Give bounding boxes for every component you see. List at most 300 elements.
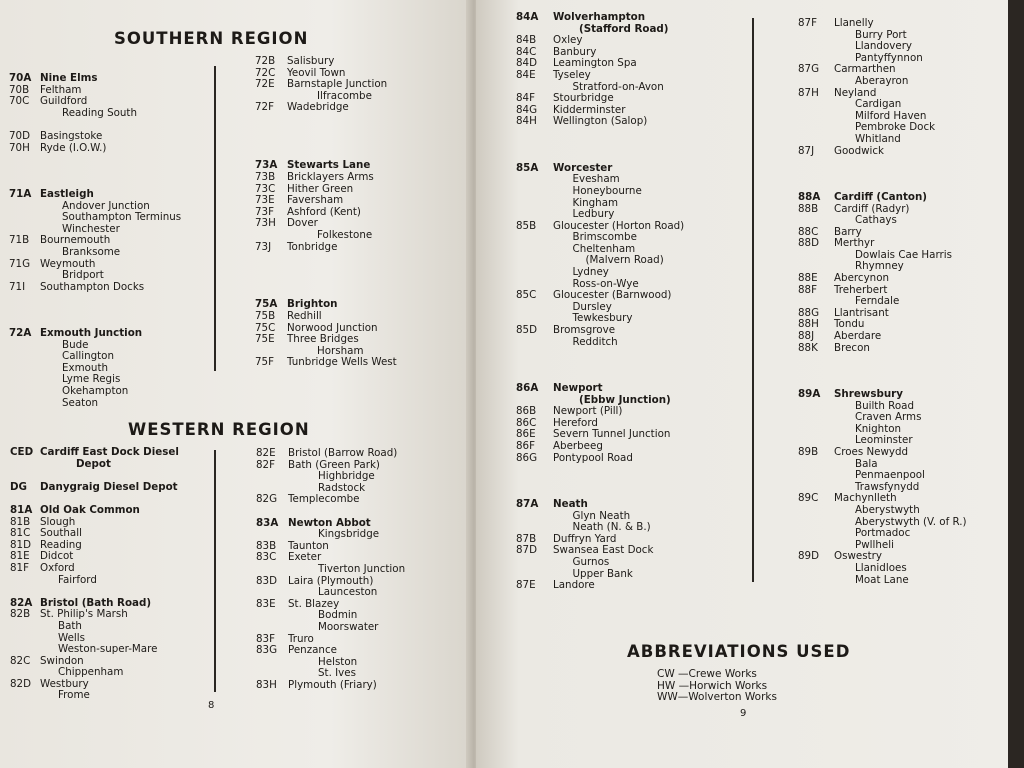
shed-name: Aberayron [855, 74, 909, 87]
shed-code: 88F [798, 283, 818, 296]
shed-code: 87J [798, 144, 815, 157]
shed-name: Basingstoke [40, 129, 103, 142]
shed-name: Carmarthen [834, 63, 896, 76]
spacer [256, 506, 466, 518]
shed-entry [516, 82, 751, 94]
shed-entry [516, 569, 751, 581]
shed-name: Exeter [288, 551, 322, 564]
shed-entry [516, 12, 751, 24]
page-number: 9 [740, 708, 747, 719]
shed-name: Moorswater [318, 620, 379, 633]
shed-entry [798, 296, 998, 308]
shed-name: Ross-on-Wye [572, 277, 639, 290]
shed-code: 71A [9, 187, 32, 200]
shed-name: Ashford (Kent) [287, 205, 361, 218]
spacer [516, 371, 751, 383]
shed-entry [798, 308, 998, 320]
western-column-2 [256, 448, 466, 691]
shed-code: 73A [255, 159, 278, 172]
shed-code: 70C [9, 95, 30, 108]
shed-name: Guildford [40, 95, 88, 108]
shed-code: 89D [798, 550, 820, 563]
shed-name: Pontypool Road [553, 451, 633, 464]
shed-entry [516, 545, 751, 557]
shed-name: Cardiff (Canton) [834, 190, 927, 203]
shed-name: Newport [553, 382, 603, 394]
shed-name: Southampton Docks [40, 280, 145, 293]
spacer [255, 265, 465, 277]
shed-code: 71I [9, 280, 26, 293]
shed-code: DG [10, 480, 27, 493]
shed-name: Kidderminster [553, 103, 626, 116]
shed-entry [798, 563, 998, 575]
shed-name: Llanidloes [855, 561, 907, 574]
shed-entry [516, 325, 751, 337]
shed-entry [798, 528, 998, 540]
shed-name: Feltham [40, 83, 82, 96]
shed-name: Gloucester (Horton Road) [553, 219, 685, 232]
shed-entry [255, 195, 465, 207]
shed-code: 87H [798, 86, 819, 99]
shed-code: 72F [255, 101, 275, 114]
shed-name: Pembroke Dock [855, 121, 936, 134]
shed-code: 87G [798, 63, 820, 76]
shed-code: 86G [516, 451, 538, 464]
shed-entry [9, 131, 209, 143]
spacer [516, 140, 751, 152]
shed-code: 88C [798, 225, 819, 238]
shed-code: 88J [798, 330, 815, 343]
shed-name: Bodmin [318, 609, 358, 622]
shed-name: Abercynon [834, 272, 890, 285]
shed-code: 84F [516, 92, 536, 105]
spacer [9, 119, 209, 131]
shed-entry [516, 267, 751, 279]
shed-entry [516, 313, 751, 325]
southern-column-1 [9, 73, 209, 409]
shed-name: Depot [76, 457, 111, 470]
shed-code: 86F [516, 439, 536, 452]
shed-name: Wadebridge [287, 101, 349, 114]
shed-name: Brimscombe [572, 231, 637, 244]
shed-name: Gurnos [572, 555, 610, 568]
page-number: 8 [208, 700, 215, 711]
shed-entry [256, 680, 466, 692]
shed-name: Neath [553, 497, 588, 510]
shed-name: Wells [58, 631, 85, 644]
shed-name: Dover [287, 217, 318, 230]
background-edge [1008, 0, 1024, 768]
shed-name: Milford Haven [855, 109, 927, 122]
shed-name: Tiverton Junction [318, 562, 406, 575]
spacer [798, 366, 998, 378]
shed-code: 73F [255, 205, 275, 218]
shed-name: Danygraig Diesel Depot [40, 480, 178, 493]
shed-code: 83H [256, 678, 277, 691]
shed-name: Faversham [287, 194, 344, 207]
shed-code: 81F [10, 561, 30, 574]
shed-name: Southall [40, 527, 82, 540]
shed-name: Old Oak Common [40, 503, 140, 516]
abbreviation-item: CW —Crewe Works [657, 668, 757, 680]
shed-name: Okehampton [62, 385, 129, 398]
shed-code: 88E [798, 272, 818, 285]
shed-code: 86A [516, 382, 539, 394]
shed-entry [798, 53, 998, 65]
shed-entry [516, 24, 751, 36]
shed-entry [516, 406, 751, 418]
shed-entry [256, 494, 466, 506]
shed-name: Slough [40, 515, 76, 528]
shed-name: Cardiff East Dock Diesel [40, 446, 179, 458]
shed-code: 75C [255, 321, 276, 334]
shed-code: 72C [255, 66, 276, 79]
shed-name: Leamington Spa [553, 57, 637, 70]
shed-code: 70D [9, 129, 31, 142]
shed-code: 87F [798, 17, 818, 29]
shed-entry [256, 657, 466, 669]
shed-name: Plymouth (Friary) [288, 678, 377, 691]
shed-code: 85D [516, 324, 538, 337]
spacer [798, 169, 998, 181]
shed-name: Machynlleth [834, 492, 897, 505]
shed-name: Dowlais Cae Harris [855, 248, 952, 261]
shed-name: Templecombe [288, 493, 360, 506]
shed-entry [255, 242, 465, 254]
shed-name: Evesham [572, 173, 620, 186]
shed-name: Llantrisant [834, 306, 889, 319]
column-divider [752, 18, 754, 582]
shed-name: Chippenham [58, 666, 124, 679]
shed-entry [10, 447, 210, 459]
shed-name: Craven Arms [855, 411, 922, 424]
shed-entry [516, 163, 751, 175]
shed-entry [516, 302, 751, 314]
shed-name: Three Bridges [287, 333, 359, 346]
shed-code: 75A [255, 298, 278, 311]
shed-name: Merthyr [834, 237, 875, 250]
shed-code: 86B [516, 405, 537, 418]
shed-code: 88D [798, 237, 820, 250]
shed-entry [516, 186, 751, 198]
shed-name: Eastleigh [40, 187, 94, 200]
shed-entry [798, 505, 998, 517]
shed-entry [10, 505, 210, 517]
shed-entry [10, 563, 210, 575]
shed-name: Swindon [40, 654, 84, 667]
shed-entry [798, 227, 998, 239]
shed-name: Tonbridge [287, 240, 338, 253]
column-divider [214, 66, 216, 371]
shed-entry [798, 331, 998, 343]
shed-code: 88A [798, 190, 821, 203]
shed-code: 85A [516, 161, 539, 174]
shed-name: Whitland [855, 132, 901, 145]
shed-entry [798, 134, 998, 146]
shed-code: 88K [798, 341, 818, 354]
shed-name: Duffryn Yard [553, 532, 617, 545]
shed-code: 83A [256, 516, 279, 529]
shed-entry [255, 102, 465, 114]
shed-name: Didcot [40, 550, 74, 563]
shed-name: Penmaenpool [855, 469, 925, 482]
shed-entry [9, 73, 209, 85]
shed-name: Brecon [834, 341, 870, 354]
shed-name: Builth Road [855, 399, 914, 412]
shed-name: Cheltenham [572, 242, 636, 255]
shed-code: 87B [516, 532, 537, 545]
shed-code: 73C [255, 182, 276, 195]
shed-name: Seaton [62, 396, 99, 409]
shed-code: 84A [516, 11, 539, 23]
shed-name: Weymouth [40, 257, 96, 270]
shed-entry [516, 453, 751, 465]
shed-name: Redditch [572, 335, 618, 348]
shed-entry [255, 172, 465, 184]
shed-name: Upper Bank [572, 567, 633, 580]
western-column-1 [10, 447, 210, 702]
shed-name: Llandovery [855, 40, 913, 53]
shed-name: Honeybourne [572, 184, 642, 197]
abbreviations-list [657, 669, 777, 704]
spacer [255, 114, 465, 126]
spacer [516, 487, 751, 499]
shed-name: Lyme Regis [62, 373, 121, 386]
shed-entry [9, 282, 209, 294]
shed-name: Aberdare [834, 330, 882, 343]
shed-code: 71G [9, 257, 31, 270]
shed-code: 83G [256, 644, 278, 657]
shed-name: Southampton Terminus [62, 211, 182, 224]
shed-entry [255, 311, 465, 323]
shed-name: Norwood Junction [287, 321, 378, 334]
shed-code: 73E [255, 194, 275, 207]
shed-entry [798, 215, 998, 227]
shed-code: 83E [256, 597, 276, 610]
shed-code: 85B [516, 219, 537, 232]
shed-name: Oxford [40, 561, 75, 574]
shed-name: Shrewsbury [834, 388, 903, 400]
shed-name: Treherbert [834, 283, 888, 296]
shed-code: 81D [10, 538, 32, 551]
shed-entry [798, 204, 998, 216]
shed-name: Burry Port [855, 28, 907, 41]
shed-name: (Malvern Road) [585, 254, 664, 267]
left-page [0, 0, 472, 768]
shed-entry [10, 690, 210, 702]
shed-entry [10, 482, 210, 494]
shed-entry [516, 198, 751, 210]
shed-entry [798, 192, 998, 204]
shed-name: Branksome [62, 245, 121, 258]
shed-code: 82A [10, 596, 33, 609]
abbreviation-item: HW —Horwich Works [657, 679, 768, 692]
shed-entry [798, 146, 998, 158]
shed-entry [10, 459, 210, 471]
shed-entry [798, 99, 998, 111]
shed-entry [9, 351, 209, 363]
shed-entry [256, 564, 466, 576]
shed-code: 87A [516, 497, 539, 510]
shed-entry [798, 273, 998, 285]
shed-name: Reading South [62, 106, 137, 119]
spacer [255, 253, 465, 265]
shed-code: 73J [255, 240, 272, 253]
shed-name: Pwllheli [855, 538, 894, 551]
shed-name: Tewkesbury [572, 312, 633, 325]
shed-name: Tunbridge Wells West [287, 356, 397, 369]
shed-entry [516, 58, 751, 70]
shed-name: Moat Lane [855, 573, 909, 586]
shed-name: Highbridge [318, 470, 375, 483]
shed-entry [9, 259, 209, 271]
shed-entry [9, 108, 209, 120]
shed-code: 82F [256, 458, 276, 471]
shed-code: 82G [256, 493, 278, 506]
shed-code: 84G [516, 103, 538, 116]
shed-entry [255, 56, 465, 68]
shed-entry [798, 540, 998, 552]
shed-name: (Ebbw Junction) [579, 393, 671, 406]
shed-name: St. Blazey [288, 597, 340, 610]
shed-entry [10, 609, 210, 621]
shed-entry [9, 189, 209, 201]
shed-code: 82E [256, 447, 276, 459]
shed-name: Bala [855, 457, 878, 470]
shed-name: Launceston [318, 586, 378, 599]
shed-name: Cardigan [855, 98, 902, 111]
shed-name: Swansea East Dock [553, 544, 654, 557]
shed-name: Glyn Neath [572, 509, 631, 522]
shed-code: 82B [10, 608, 31, 621]
shed-name: Cardiff (Radyr) [834, 202, 910, 215]
shed-name: Bromsgrove [553, 324, 616, 337]
shed-name: Barry [834, 225, 862, 238]
shed-name: Aberystwyth [855, 503, 920, 516]
shed-entry [9, 143, 209, 155]
shed-code: 75E [255, 333, 275, 346]
shed-entry [798, 319, 998, 331]
shed-name: Callington [62, 350, 115, 363]
spacer [516, 151, 751, 163]
shed-entry [256, 645, 466, 657]
shed-name: Aberbeeg [553, 439, 603, 452]
shed-name: Leominster [855, 434, 913, 447]
shed-name: Ledbury [572, 208, 615, 221]
shed-name: Bude [62, 338, 89, 351]
spacer [255, 137, 465, 149]
shed-entry [255, 357, 465, 369]
shed-code: 86C [516, 416, 537, 429]
shed-entry [516, 580, 751, 592]
shed-name: Frome [58, 689, 90, 702]
shed-entry [516, 209, 751, 221]
spacer [516, 464, 751, 476]
shed-code: 73H [255, 217, 276, 230]
western-region-title: WESTERN REGION [128, 420, 310, 439]
shed-name: Knighton [855, 422, 902, 435]
shed-entry [798, 76, 998, 88]
shed-code: 88G [798, 306, 820, 319]
shed-name: Gloucester (Barnwood) [553, 289, 672, 302]
southern-column-2 [255, 56, 465, 369]
shed-name: Reading [40, 538, 82, 551]
shed-name: Horsham [317, 344, 364, 357]
shed-name: Yeovil Town [287, 66, 346, 79]
southern-region-title: SOUTHERN REGION [114, 29, 309, 48]
shed-code: 70H [9, 141, 30, 154]
shed-name: Winchester [62, 222, 120, 235]
shed-name: (Stafford Road) [579, 22, 669, 35]
shed-code: 83B [256, 539, 277, 552]
spacer [516, 360, 751, 372]
shed-code: 89C [798, 492, 819, 505]
shed-name: Folkestone [317, 228, 373, 241]
shed-code: 84H [516, 115, 537, 128]
shed-code: 87D [516, 544, 538, 557]
shed-code: 88H [798, 318, 819, 331]
shed-name: Redhill [287, 310, 322, 323]
shed-code: 81C [10, 527, 31, 540]
shed-entry [798, 575, 998, 587]
shed-code: CED [10, 446, 34, 458]
shed-name: Portmadoc [855, 527, 911, 540]
shed-name: Tyseley [553, 68, 591, 81]
shed-code: 88B [798, 202, 819, 215]
shed-name: Stratford-on-Avon [572, 80, 664, 93]
abbreviations-title: ABBREVIATIONS USED [627, 642, 851, 661]
shed-name: Newport (Pill) [553, 405, 623, 418]
shed-name: Hereford [553, 416, 598, 429]
shed-entry [10, 621, 210, 633]
shed-code: 75F [255, 356, 275, 369]
shed-entry [255, 230, 465, 242]
shed-name: Brighton [287, 298, 338, 311]
shed-name: Wolverhampton [553, 11, 646, 23]
spacer [9, 154, 209, 166]
shed-entry [9, 386, 209, 398]
shed-code: 84C [516, 45, 537, 58]
shed-name: Westbury [40, 677, 89, 690]
shed-entry [516, 522, 751, 534]
shed-entry [9, 247, 209, 259]
shed-code: 84B [516, 34, 537, 47]
shed-name: Dursley [572, 300, 612, 313]
shed-code: 84D [516, 57, 538, 70]
shed-entry [9, 270, 209, 282]
shed-entry [256, 529, 466, 541]
shed-code: 84E [516, 68, 536, 81]
shed-entry [10, 644, 210, 656]
shed-name: Oswestry [834, 550, 882, 563]
shed-name: Andover Junction [62, 199, 150, 212]
shed-name: Helston [318, 655, 358, 668]
shed-entry [516, 255, 751, 267]
shed-code: 83C [256, 551, 277, 564]
shed-entry [256, 587, 466, 599]
shed-code: 83F [256, 632, 276, 645]
shed-code: 72B [255, 55, 276, 67]
shed-name: Neath (N. & B.) [572, 521, 651, 534]
shed-name: Neyland [834, 86, 877, 99]
shed-name: Barnstaple Junction [287, 78, 388, 91]
shed-name: Laira (Plymouth) [288, 574, 374, 587]
shed-entry [9, 398, 209, 410]
shed-entry [10, 528, 210, 540]
shed-code: 83D [256, 574, 278, 587]
shed-name: Exmouth [62, 361, 109, 374]
shed-entry [516, 557, 751, 569]
